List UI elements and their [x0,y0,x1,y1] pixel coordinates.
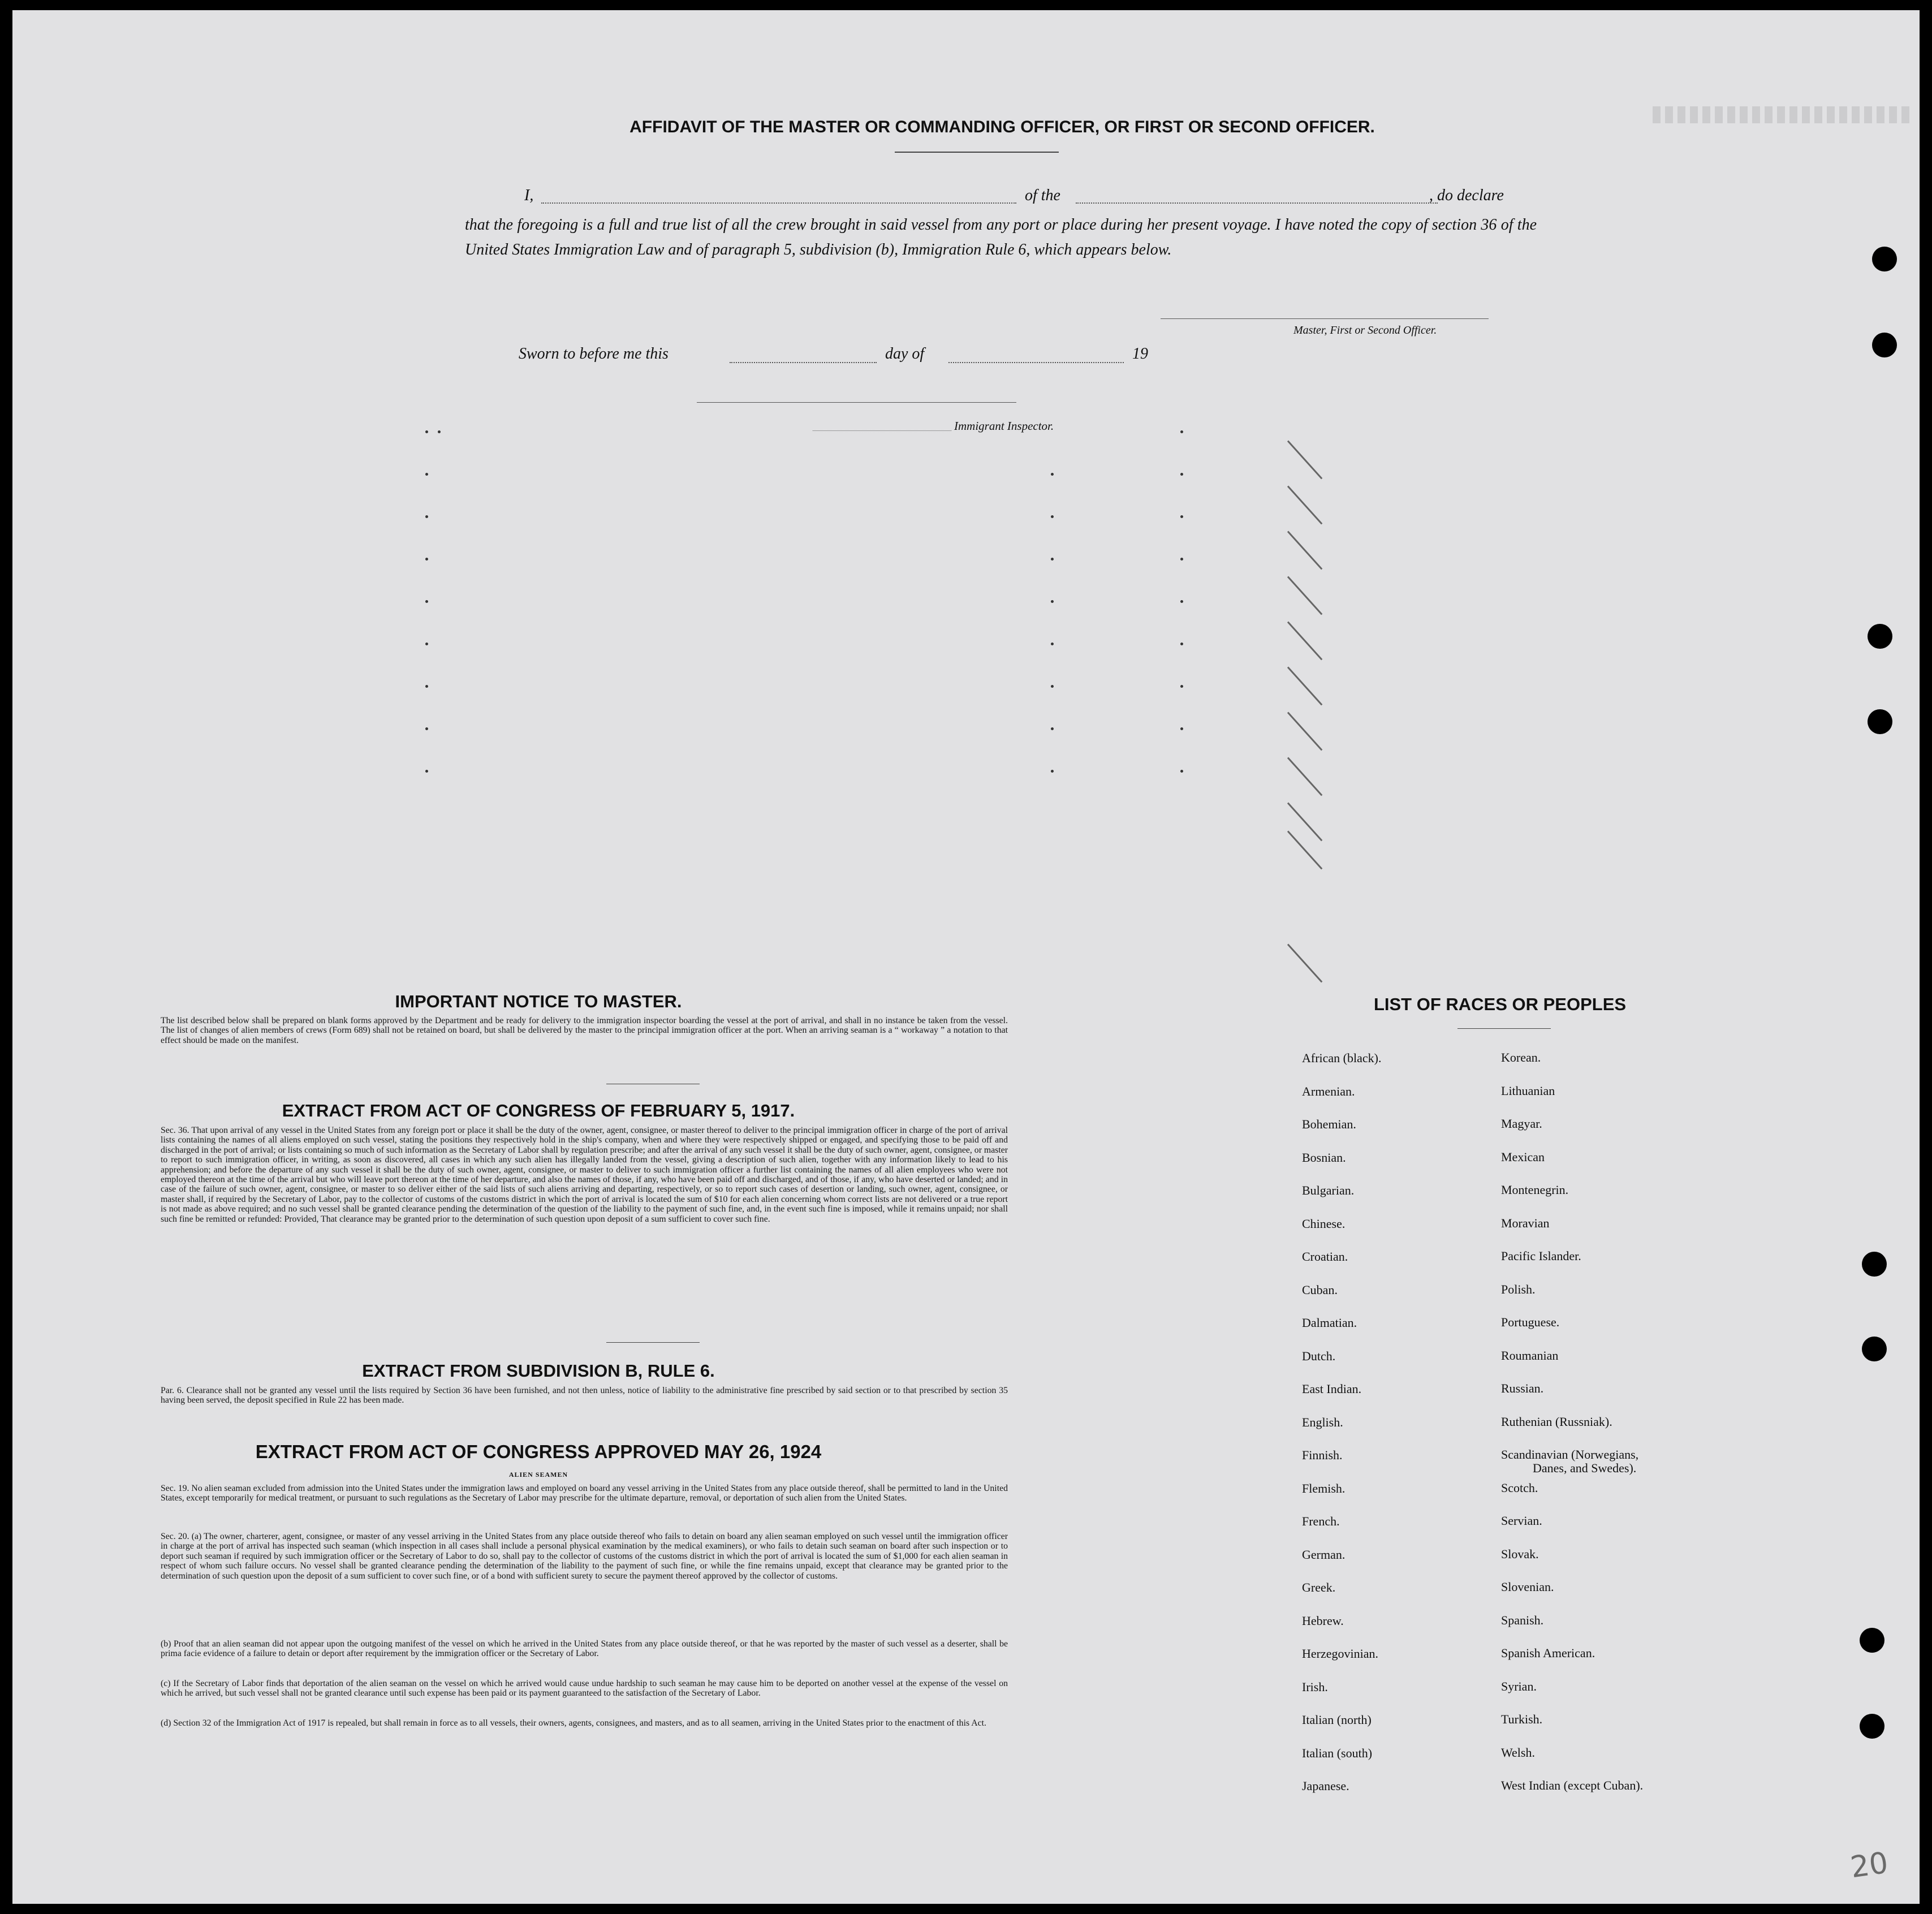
races-row [1285,1382,1737,1415]
mark-dot [1180,643,1183,645]
race-right-item: Magyar. [1501,1116,1542,1131]
race-right-item: West Indian (except Cuban). [1501,1778,1644,1792]
mark-dot [425,558,428,561]
races-row [1285,1150,1737,1184]
mark-dot [1051,515,1054,518]
binder-hole [1868,624,1892,649]
race-right-item: Pacific Islander. [1501,1249,1581,1263]
document-page [12,10,1920,1904]
race-left-item: Herzegovinian. [1302,1646,1378,1661]
race-left-item: Greek. [1302,1580,1336,1594]
affidavit-line1-i: I, [524,187,534,204]
races-row [1285,1646,1737,1680]
pencil-mark [1287,712,1322,751]
race-left-item: Dutch. [1302,1348,1336,1363]
affidavit-title-rule [895,152,1059,153]
binder-hole [1872,333,1897,357]
pencil-mark [1287,666,1322,705]
races-row [1285,1051,1737,1084]
binder-hole [1860,1628,1884,1653]
pencil-mark [1287,621,1322,660]
affidavit-name-blank [541,202,1016,204]
pencil-mark [1287,576,1322,615]
race-left-item: Hebrew. [1302,1613,1344,1628]
inspector-signature-line [697,402,1016,403]
binder-hole [1862,1337,1887,1361]
notice-body: The list described below shall be prepared on blank forms approved by the Department and be ready for delivery to the immigration inspector boarding the vessel at the port of arrival, and shall in no instance be taken from the vessel. The list of changes of alien members of crews (Form 689) shall not be retained on board, but shall be delivered by the master to the principal immigration officer at the port. When an arriving seaman is a “ workaway ” a notation to that effect should be made on the manifest. [161,1016,1008,1045]
race-right-item: Turkish. [1501,1712,1543,1726]
mark-dot [1051,770,1054,773]
race-left-item: French. [1302,1514,1340,1528]
race-right-item: Mexican [1501,1149,1545,1164]
pencil-mark [1287,943,1322,982]
sworn-day-blank [730,362,877,363]
races-row [1285,1283,1737,1316]
affidavit-line1-declare: , do declare [1429,187,1504,204]
sworn-day-of: day of [885,345,925,363]
bleed-through-header [1653,106,1913,123]
page-number-mark: 20 [1848,1846,1891,1885]
mark-dot [1180,600,1183,603]
extract-1924-sec20a: Sec. 20. (a) The owner, charterer, agent, consignee, or master of any vessel arriving in the United States from any place outside thereof who fails to detain on board any alien seaman employed on such vessel until the immigration officer in charge at the port of arrival has inspected such seaman (which inspection in all cases shall include a personal physical examination by the medical examiners), or who fails to detain such seaman on board after such inspection or to deport such seaman if required by such immigration officer or the Secretary of Labor to do so, shall pay to the collector of customs of the customs district in which the port of arrival is located the sum of $1,000 for each alien seaman in respect of whom such failure occurs. No vessel shall be granted clearance pending the determination of the liability to the payment of such fine, or while the fine remains unpaid, except that clearance may be granted prior to the determination of such question upon the deposit of a sum sufficient to cover such fine, or of a bond with sufficient surety to secure the payment thereof approved by the collector of customs. [161,1532,1008,1581]
race-left-item: Bohemian. [1302,1117,1356,1131]
race-right-item: Slovak. [1501,1546,1539,1561]
notice-title: IMPORTANT NOTICE TO MASTER. [395,992,682,1011]
extract-1924-sec20b: (b) Proof that an alien seaman did not appear upon the outgoing manifest of the vessel on which he arrived in the United States from any place outside thereof, or that he was reported by the master of such vessel as a deserter, shall be prima facie evidence of a failure to detain or deport after requirement by the immigration officer or the Secretary of Labor. [161,1639,1008,1659]
race-right-item: Lithuanian [1501,1083,1555,1098]
race-right-item: Roumanian [1501,1348,1559,1363]
mark-dot [425,727,428,730]
mark-dot [1180,473,1183,476]
races-row [1285,1580,1737,1614]
mark-dot [1051,600,1054,603]
mark-dot [425,643,428,645]
extract-1924-subtitle: ALIEN SEAMEN [508,1471,568,1478]
races-row [1285,1779,1737,1812]
race-right-item: Portuguese. [1501,1315,1560,1329]
mark-dot [1051,727,1054,730]
mark-dot [1180,685,1183,688]
mark-dot [1180,558,1183,561]
sworn-prefix: Sworn to before me this [519,345,669,363]
mark-dot [425,430,428,433]
extract-1924-sec19: Sec. 19. No alien seaman excluded from admission into the United States under the immigration laws and employed on board any vessel arriving in the United States from any place outside thereof, shall be permitted to land in the United States, except temporarily for medical treatment, or pursuant to such regulations as the Secretary of Labor may prescribe for the ultimate departure, removal, or deportation of such alien from the United States. [161,1484,1008,1503]
race-right-item: Montenegrin. [1501,1183,1569,1197]
mark-dot [1051,685,1054,688]
race-left-item: Bosnian. [1302,1150,1346,1165]
extract-1924-title: EXTRACT FROM ACT OF CONGRESS APPROVED MAY 26, 1924 [255,1441,822,1462]
extract-1924-sec20c: (c) If the Secretary of Labor finds that deportation of the alien seaman on the vessel on which he arrived would cause undue hardship to such seaman he may cause him to be deported on another vessel at the expense of the vessel on which he arrived, but such vessel shall not be granted clearance until such expense has been paid or its payment guaranteed to the satisfaction of the Secretary of Labor. [161,1679,1008,1699]
mark-dot [425,600,428,603]
mark-dot [438,430,441,433]
mark-dot [1051,473,1054,476]
pencil-mark [1287,485,1322,524]
affidavit-vessel-blank [1076,202,1438,204]
binder-hole [1868,709,1892,734]
race-right-item: Spanish. [1501,1613,1544,1627]
pencil-mark [1287,531,1322,570]
race-right-item: Servian. [1501,1514,1542,1528]
affidavit-title: AFFIDAVIT OF THE MASTER OR COMMANDING OFFICER, OR FIRST OR SECOND OFFICER. [629,118,1375,136]
race-right-item: Ruthenian (Russniak). [1501,1414,1612,1429]
mark-dot [1051,643,1054,645]
races-row [1285,1746,1737,1779]
race-left-item: Armenian. [1302,1084,1355,1098]
race-left-item: Cuban. [1302,1282,1338,1297]
races-row [1285,1117,1737,1150]
affidavit-line1-of-the: of the [1025,187,1060,204]
races-row [1285,1614,1737,1647]
extract-1917-title: EXTRACT FROM ACT OF CONGRESS OF FEBRUARY 5, 1917. [282,1101,795,1120]
races-row [1285,1448,1737,1481]
affidavit-paragraph: that the foregoing is a full and true list of all the crew brought in said vessel from any port or place during her present voyage. I have noted the copy of section 36 of the United States Immigration Law and of paragraph 5, subdivision (b), Immigration Rule 6, which appears below. [465,216,1537,258]
binder-hole [1872,247,1897,271]
mark-dot [425,473,428,476]
race-right-item: Russian. [1501,1381,1544,1395]
mark-dot [425,770,428,773]
mark-dot [425,515,428,518]
inspector-caption: Immigrant Inspector. [954,419,1054,433]
extract-1924-sec20d: (d) Section 32 of the Immigration Act of 1917 is repealed, but shall remain in force as to all vessels, their owners, agents, consignees, and masters, and as to all seamen, arriving in the United States prior to the enactment of this Act. [161,1718,986,1728]
sworn-month-blank [948,362,1124,363]
races-title-rule [1457,1028,1551,1029]
sworn-year: 19 [1132,345,1148,363]
mark-dot [1180,430,1183,433]
race-right-item: Korean. [1501,1050,1541,1064]
races-row [1285,1084,1737,1118]
extract-1917-rule [606,1342,700,1343]
race-left-item: Bulgarian. [1302,1183,1355,1197]
mark-dot [1180,727,1183,730]
race-right-item: Polish. [1501,1282,1536,1296]
race-right-item: Moravian [1501,1215,1550,1230]
races-row [1285,1514,1737,1547]
race-right-item: Spanish American. [1501,1646,1595,1660]
race-right-item: Welsh. [1501,1745,1535,1760]
extract-rule6-title: EXTRACT FROM SUBDIVISION B, RULE 6. [362,1361,715,1381]
inspector-dotted-line [813,430,951,431]
races-list [1285,1051,1737,1812]
race-left-item: Finnish. [1302,1448,1343,1462]
races-row [1285,1680,1737,1713]
mark-dot [1180,515,1183,518]
races-title: LIST OF RACES OR PEOPLES [1373,994,1627,1014]
extract-1917-body: Sec. 36. That upon arrival of any vessel in the United States from any foreign port or place it shall be the duty of the owner, agent, consignee, or master thereof to deliver to the principal immigration officer in charge of the port of arrival lists containing the names of all aliens employed on such vessel, stating the positions they respectively hold in the ship's company, when and where they were respectively shipped or engaged, and specifying those to be paid off and discharged in the port of arrival; or lists containing so much of such information as the Secretary of Labor shall by regulation prescribe; and after the arrival of any such vessel it shall be the duty of such owner, agent, consignee, or master to report to such immigration officer, in writing, as soon as discovered, all cases in which any such alien has illegally landed from the vessel, giving a description of such alien, together with any information likely to lead to his apprehension; and before the departure of any such vessel it shall be the duty of such owner, agent, consignee, or master to deliver to such immigration officer a further list containing the names of all alien employees who were not employed thereon at the time of the arrival but who will leave port thereon at the time of her departure, and also the names of those, if any, who have been paid off and discharged, and of those, if any, who have deserted or landed; and in case of the failure of such owner, agent, consignee, or master to so deliver either of the said lists of such aliens arriving and departing, respectively, or so to report such cases of desertion or landing, such owner, agent, consignee, or master shall, if required by the Secretary of Labor, pay to the collector of customs of the customs district in which the port of arrival is located the sum of $10 for each alien concerning whom correct lists are not delivered or a true report is not made as above required; and no such vessel shall be granted clearance pending the determination of the question of the liability to the payment of such fine, and, in the event such fine is imposed, while it remains unpaid; nor shall such fine be remitted or refunded: Provided, That clearance may be granted prior to the determination of such question upon deposit of a sum sufficient to cover such fine. [161,1126,1008,1224]
race-left-item: Chinese. [1302,1216,1346,1231]
race-right-item: Scotch. [1501,1480,1538,1495]
races-row [1285,1547,1737,1581]
pencil-mark [1287,757,1322,796]
signature-caption: Master, First or Second Officer. [1293,324,1437,337]
race-left-item: Italian (south) [1302,1745,1373,1760]
race-left-item: Irish. [1302,1679,1328,1694]
race-left-item: Japanese. [1302,1779,1349,1793]
races-row [1285,1249,1737,1283]
mark-dot [425,685,428,688]
races-row [1285,1316,1737,1349]
mark-dot [1051,558,1054,561]
race-right-item: Scandinavian (Norwegians, Danes, and Swedes). [1501,1447,1639,1475]
signature-line [1161,318,1489,319]
race-left-item: German. [1302,1547,1346,1562]
races-row [1285,1481,1737,1515]
race-left-item: African (black). [1302,1051,1382,1065]
races-row [1285,1713,1737,1746]
race-right-item: Syrian. [1501,1679,1537,1693]
race-left-item: English. [1302,1415,1343,1429]
race-right-item: Slovenian. [1501,1580,1554,1594]
races-row [1285,1349,1737,1382]
races-row [1285,1217,1737,1250]
race-left-item: Dalmatian. [1302,1316,1357,1330]
binder-hole [1860,1714,1884,1739]
race-left-item: East Indian. [1302,1382,1362,1396]
race-left-item: Flemish. [1302,1481,1346,1495]
pencil-mark [1287,440,1322,479]
extract-rule6-body: Par. 6. Clearance shall not be granted any vessel until the lists required by Section 36 have been furnished, and not then unless, notice of liability to the administrative fine prescribed by said section or to that prescribed by section 35 having been served, the deposit specified in Rule 22 has been made. [161,1386,1008,1406]
mark-dot [1180,770,1183,773]
race-left-item: Croatian. [1302,1249,1348,1264]
races-row [1285,1415,1737,1449]
race-left-item: Italian (north) [1302,1713,1372,1727]
binder-hole [1862,1252,1887,1277]
races-row [1285,1183,1737,1217]
